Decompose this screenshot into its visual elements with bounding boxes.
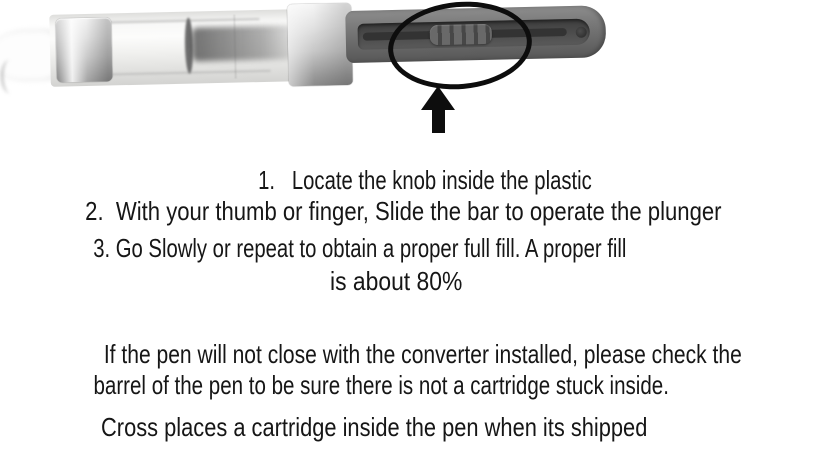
instruction-step-3-continued-text: is about 80%: [330, 265, 463, 296]
blurred-tip-edge: [0, 60, 20, 94]
instruction-step-3-text: 3. Go Slowly or repeat to obtain a proper full fill. A proper fill: [92, 232, 627, 263]
pen-assembly: [0, 0, 721, 108]
metal-cap-ring: [55, 17, 112, 82]
slot-end-hole: [576, 27, 587, 38]
converter-photo: [0, 0, 720, 136]
piston-rod-shadow: [192, 25, 295, 61]
instruction-step-2-text: 2. With your thumb or finger, Slide the bar to operate the plunger: [85, 195, 722, 226]
shipping-note-text: Cross places a cartridge inside the pen when its shipped: [101, 411, 648, 442]
shipping-note: [0, 384, 720, 470]
tube-bore-line-bottom: [91, 70, 271, 76]
metal-band: [287, 3, 353, 86]
up-arrow-icon: [421, 86, 455, 110]
instruction-step-1-text: 1. Locate the knob inside the plastic: [257, 164, 592, 195]
warning-note-line-1-text: If the pen will not close with the converter installed, please check the: [103, 338, 742, 369]
up-arrow-stem: [432, 108, 445, 133]
warning-note-line-2-text: barrel of the pen to be sure there is not a cartridge stuck inside.: [93, 369, 669, 400]
